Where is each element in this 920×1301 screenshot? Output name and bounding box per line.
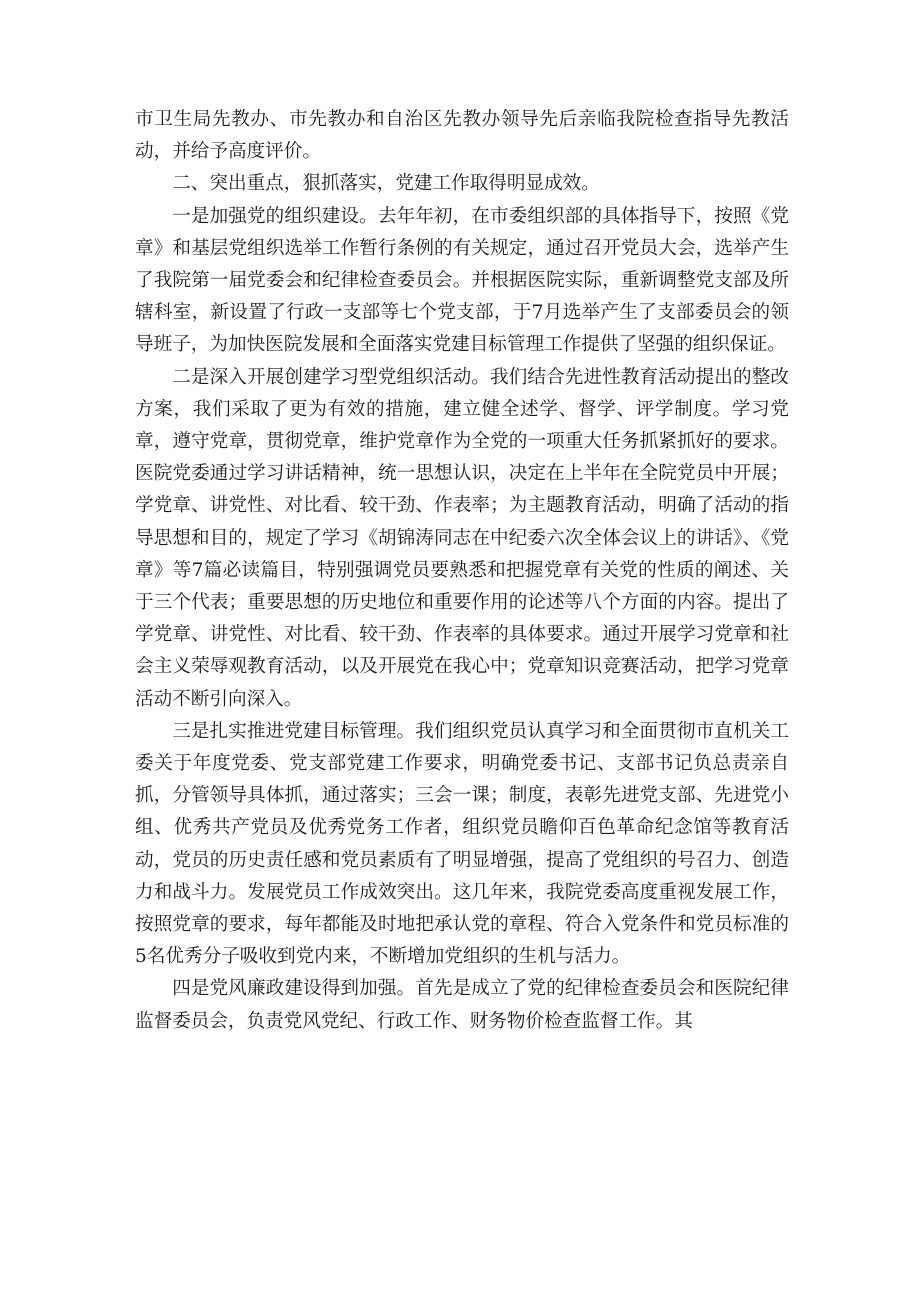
section-heading: 二、突出重点，狠抓落实，党建工作取得明显成效。 [172, 173, 600, 195]
paragraph-organization: 一是加强党的组织建设。去年年初，在市委组织部的具体指导下，按照《党章》和基层党组织选举工作暂行条例的有关规定，通过召开党员大会，选举产生了我院第一届党委会和纪律检查委员会。并根据医院实际，重新调整党支部及所辖科室，新设置了行政一支部等七个党支部，于7月选举产生了支部委员会的领导班子，为加快医院发展和全面落实党建目标管理工作提供了坚强的组织保证。 [135, 205, 789, 356]
document-body [135, 104, 789, 1038]
paragraph-learning: 二是深入开展创建学习型党组织活动。我们结合先进性教育活动提出的整改方案，我们采取了更为有效的措施，建立健全述学、督学、评学制度。学习党章，遵守党章，贯彻党章，维护党章作为全党的一项重大任务抓紧抓好的要求。医院党委通过学习讲话精神，统一思想认识，决定在上半年在全院党员中开展；学党章、讲党性、对比看、较干劲、作表率；为主题教育活动，明确了活动的指导思想和目的，规定了学习《胡锦涛同志在中纪委六次全体会议上的讲话》、《党章》等7篇必读篇目，特别强调党员要熟悉和把握党章有关党的性质的阐述、关于三个代表；重要思想的历史地位和重要作用的论述等八个方面的内容。提出了学党章、讲党性、对比看、较干劲、作表率的具体要求。通过开展学习党章和社会主义荣辱观教育活动，以及开展党在我心中；党章知识竞赛活动，把学习党章活动不断引向深入。 [135, 366, 789, 710]
paragraph-target-management: 三是扎实推进党建目标管理。我们组织党员认真学习和全面贯彻市直机关工委关于年度党委、党支部党建工作要求，明确党委书记、支部书记负总责亲自抓，分管领导具体抓，通过落实；三会一课；制度，表彰先进党支部、先进党小组、优秀共产党员及优秀党务工作者，组织党员瞻仰百色革命纪念馆等教育活动，党员的历史责任感和党员素质有了明显增强，提高了党组织的号召力、创造力和战斗力。发展党员工作成效突出。这几年来，我院党委高度重视发展工作，按照党章的要求，每年都能及时地把承认党的章程、符合入党条件和党员标准的5名优秀分子吸收到党内来，不断增加党组织的生机与活力。 [135, 720, 789, 968]
paragraph-integrity: 四是党风廉政建设得到加强。首先是成立了党的纪律检查委员会和医院纪律监督委员会，负责党风党纪、行政工作、财务物价检查监督工作。其 [135, 978, 789, 1032]
paragraph-continuation: 市卫生局先教办、市先教办和自治区先教办领导先后亲临我院检查指导先教活动，并给予高度评价。 [135, 109, 789, 163]
